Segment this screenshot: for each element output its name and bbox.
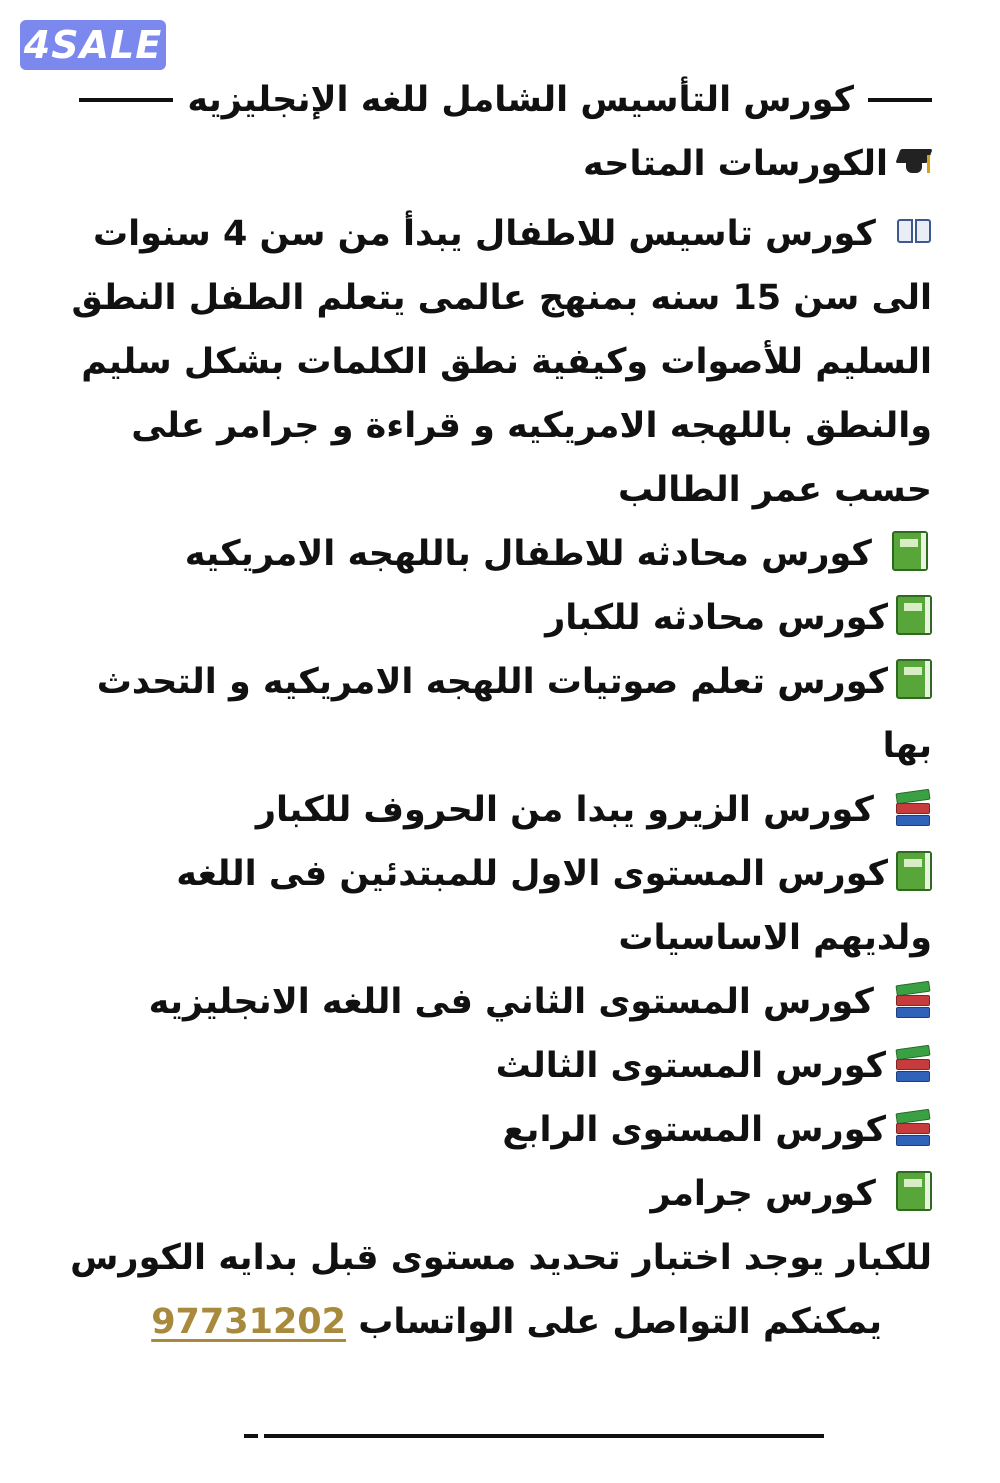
books-stack-icon	[894, 787, 932, 827]
watermark-text: 4SALE	[23, 23, 163, 67]
title-rule-left	[79, 98, 173, 102]
course-label: كورس المستوى الثاني فى اللغه الانجليزيه	[148, 982, 874, 1022]
title-row	[70, 68, 932, 132]
contact-text: يمكنكم التواصل على الواتساب	[358, 1302, 882, 1342]
course-label: كورس المستوى الرابع	[502, 1110, 886, 1150]
books-stack-icon	[894, 1107, 932, 1147]
course-label: كورس المستوى الاول للمبتدئين فى اللغه ولديهم الاساسيات	[176, 854, 932, 958]
section-heading: الكورسات المتاحه	[583, 144, 888, 184]
course-item	[70, 586, 932, 650]
green-book-icon	[896, 595, 932, 635]
course-item	[70, 1162, 932, 1226]
whatsapp-phone-link[interactable]: 97731202	[151, 1302, 347, 1342]
books-stack-icon	[894, 979, 932, 1019]
course-label: كورس المستوى الثالث	[495, 1046, 886, 1086]
course-label: كورس الزيرو يبدا من الحروف للكبار	[255, 790, 874, 830]
green-book-icon	[892, 531, 928, 571]
course-label: كورس محادثه للاطفال باللهجه الامريكيه	[184, 534, 872, 574]
course-item	[70, 970, 932, 1034]
intro-paragraph-block	[70, 196, 932, 522]
course-announcement	[70, 68, 932, 1354]
placement-note: للكبار يوجد اختبار تحديد مستوى قبل بدايه الكورس	[70, 1238, 932, 1278]
course-label: كورس جرامر	[650, 1174, 876, 1214]
course-item	[70, 778, 932, 842]
4sale-watermark-logo	[20, 20, 166, 70]
open-book-icon	[896, 211, 932, 251]
section-heading-row	[70, 132, 932, 196]
course-item	[70, 1034, 932, 1098]
green-book-icon	[896, 851, 932, 891]
contact-row	[70, 1290, 932, 1354]
page-title: كورس التأسيس الشامل للغه الإنجليزيه	[187, 80, 854, 120]
books-stack-icon	[894, 1043, 932, 1083]
bottom-divider	[244, 1434, 824, 1438]
green-book-icon	[896, 659, 932, 699]
title-rule-right	[868, 98, 932, 102]
course-label: كورس محادثه للكبار	[545, 598, 888, 638]
intro-paragraph: كورس تاسيس للاطفال يبدأ من سن 4 سنوات الى سن 15 سنه بمنهج عالمى يتعلم الطفل النطق السليم للأصوات وكيفية نطق الكلمات بشكل سليم والنطق باللهجه الامريكيه و قراءة و جرامر على حسب عمر الطالب	[71, 214, 932, 510]
course-item	[70, 650, 932, 778]
course-item	[70, 842, 932, 970]
course-item	[70, 522, 932, 586]
course-item	[70, 1098, 932, 1162]
green-book-icon	[896, 1171, 932, 1211]
course-label: كورس تعلم صوتيات اللهجه الامريكيه و التحدث بها	[96, 662, 932, 766]
graduation-cap-icon	[896, 141, 932, 181]
